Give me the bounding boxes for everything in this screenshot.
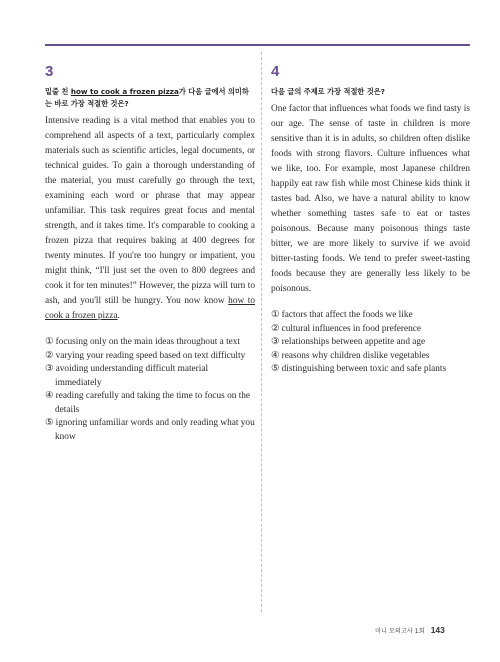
choice-2[interactable]: ② cultural influences in food preference <box>271 323 422 334</box>
choice-4[interactable]: ④ reasons why children dislike vegetables <box>271 350 430 361</box>
choice-5[interactable]: ⑤ ignoring unfamiliar words and only reading what you know <box>45 418 255 442</box>
passage-underlined-phrase: how to cook a frozen pizza <box>45 296 255 321</box>
passage-end: . <box>117 311 120 321</box>
passage <box>45 114 255 324</box>
choice-2[interactable]: ② varying your reading speed based on text difficulty <box>45 350 246 361</box>
page-footer <box>375 625 485 635</box>
choice-3[interactable]: ③ relationships between appetite and age <box>271 337 426 347</box>
choice-4[interactable]: ④ reading carefully and taking the time to focus on the details <box>45 391 251 415</box>
choice-1[interactable]: ① focusing only on the main ideas throughout a text <box>45 337 241 347</box>
choice-5[interactable]: ⑤ distinguishing between toxic and safe plants <box>271 364 447 374</box>
prompt-underlined: how to cook a frozen pizza <box>70 87 179 96</box>
passage: One factor that influences what foods we find tasty is our age. The sense of taste in children is more sensitive than it is in adults, so children often dislike foods with strong flavors. Culture influences what we like, too. For example, most Japanese children happily eat raw fish while most Chinese kids think it tastes bad. Also, we have a natural ability to know whether something tastes safe to eat or tastes poisonous. Because many poisonous things taste bitter, we are more likely to survive if we avoid bitter-tasting foods. We tend to prefer sweet-tasting foods because they are generally less likely to be poisonous. <box>271 104 470 294</box>
page-number: 143 <box>430 625 445 635</box>
passage-text: Intensive reading is a vital method that enables you to comprehend all aspects of a text, particularly complex materials such as scientific articles, legal documents, or technical guides. To gain a thorough understanding of the material, you must carefully go through the text, examining each word or phrase that may appear unfamiliar. This task requires great focus and mental strength, and it takes time. It's comparable to cooking a frozen pizza that requires baking at 400 degrees for twenty minutes. If you're too hungry or impatient, you might think, “I'll just set the oven to 800 degrees and cook it for ten minutes!” However, the pizza will turn to ash, and you'll still be hungry. You now know <box>45 116 255 306</box>
prompt-pre: 밑줄 친 <box>45 87 71 96</box>
choice-3[interactable]: ③ avoiding understanding difficult material immediately <box>45 364 209 388</box>
top-rule <box>45 44 470 46</box>
answer-choices <box>45 336 255 444</box>
question-3 <box>45 64 255 444</box>
prompt-post: 가 다음 글에서 의미하는 바로 가장 적절한 것은? <box>45 87 249 108</box>
question-4 <box>271 64 470 377</box>
question-prompt <box>45 86 255 110</box>
section-title: 미니 모의고사 1회 <box>375 628 425 635</box>
answer-choices <box>271 309 470 377</box>
question-number: 4 <box>271 63 280 80</box>
question-prompt: 다음 글의 주제로 가장 적절한 것은? <box>271 87 385 96</box>
choice-1[interactable]: ① factors that affect the foods we like <box>271 310 413 320</box>
column-divider <box>261 52 262 612</box>
question-number: 3 <box>45 63 54 80</box>
